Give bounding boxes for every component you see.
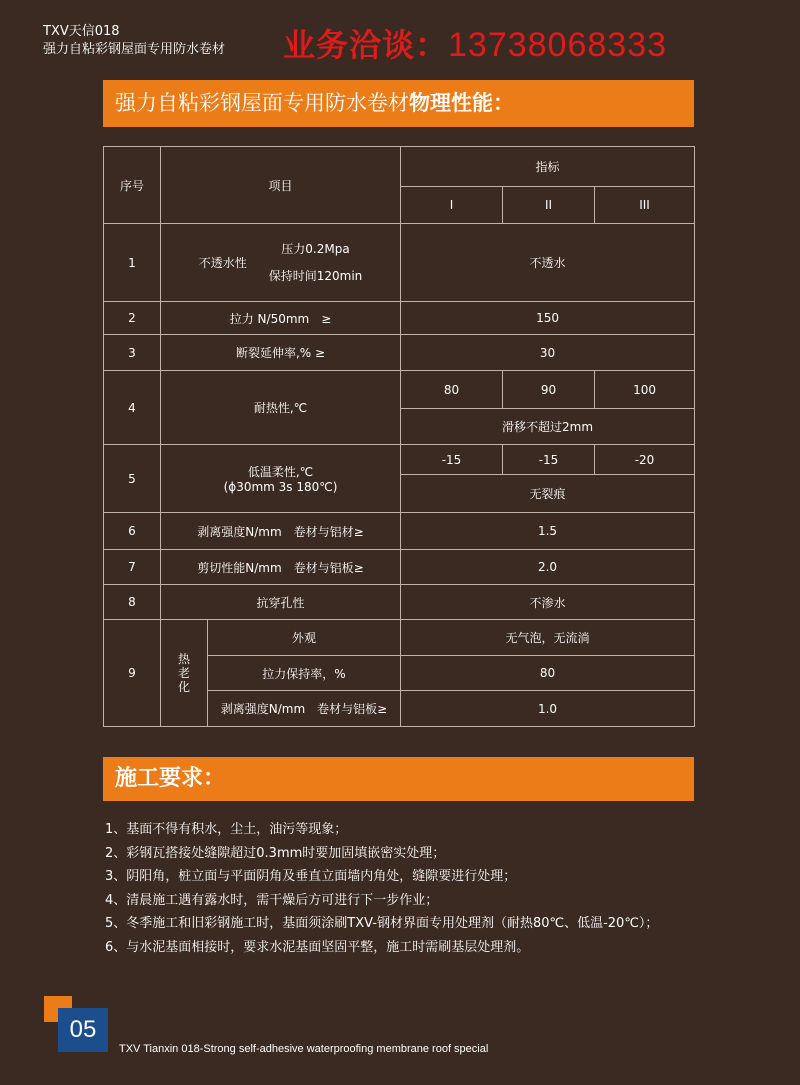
table-row bbox=[104, 550, 695, 585]
row-value: 滑移不超过2mm bbox=[401, 409, 695, 445]
row-item: 断裂延伸率,% ≥ bbox=[161, 335, 401, 371]
row-value: 2.0 bbox=[401, 550, 695, 585]
list-item: 3、阴阳角，桩立面与平面阴角及垂直立面墙内角处，缝隙要进行处理； bbox=[105, 869, 517, 885]
row-item: 抗穿孔性 bbox=[161, 585, 401, 620]
grade-value: 80 bbox=[401, 371, 503, 409]
business-contact bbox=[283, 26, 667, 64]
row-item-conditions bbox=[269, 236, 363, 290]
header-grade: II bbox=[503, 187, 595, 224]
table-row bbox=[104, 302, 695, 335]
row-item bbox=[161, 224, 401, 302]
row-item: 耐热性,℃ bbox=[161, 371, 401, 445]
list-item: 1、基面不得有积水，尘土，油污等现象； bbox=[105, 822, 348, 837]
table-row bbox=[104, 513, 695, 550]
row-value: 1.0 bbox=[401, 691, 695, 727]
list-item: 4、清晨施工遇有露水时，需干燥后方可进行下一步作业； bbox=[105, 892, 439, 908]
row-index: 9 bbox=[104, 620, 161, 727]
row-index: 1 bbox=[104, 224, 161, 302]
row-item bbox=[161, 445, 401, 513]
page-number: 05 bbox=[58, 1008, 108, 1052]
header-grade: I bbox=[401, 187, 503, 224]
banner-title-emphasis: 物理性能： bbox=[409, 91, 514, 115]
group-char: 热 bbox=[177, 652, 190, 666]
grade-value: -20 bbox=[595, 445, 695, 475]
grade-value: 100 bbox=[595, 371, 695, 409]
group-char: 老 bbox=[177, 666, 190, 680]
row-item: 外观 bbox=[208, 620, 401, 656]
row-item: 剥离强度N/mm 卷材与铝材≥ bbox=[161, 513, 401, 550]
row-value: 不渗水 bbox=[401, 585, 695, 620]
properties-table bbox=[103, 146, 695, 727]
grade-value: -15 bbox=[503, 445, 595, 475]
row-item: 拉力保持率，% bbox=[208, 656, 401, 691]
footer-text: TXV Tianxin 018-Strong self-adhesive waterproofing membrane roof special bbox=[119, 1043, 489, 1055]
table-row bbox=[104, 224, 695, 302]
list-item: 5、冬季施工和旧彩钢施工时，基面须涂刷TXV-钢材界面专用处理剂（耐热80℃、低温-20℃）； bbox=[105, 916, 659, 932]
row-group-label bbox=[161, 620, 208, 727]
product-subtitle: 强力自粘彩钢屋面专用防水卷材 bbox=[43, 42, 226, 57]
row-value: 30 bbox=[401, 335, 695, 371]
header-item: 项目 bbox=[161, 147, 401, 224]
row-value: 无气泡，无流淌 bbox=[401, 620, 695, 656]
row-value: 1.5 bbox=[401, 513, 695, 550]
row-index: 2 bbox=[104, 302, 161, 335]
contact-phone: 13738068333 bbox=[448, 26, 668, 64]
row-item-label: 低温柔性,℃ bbox=[247, 465, 314, 479]
contact-label: 业务洽谈： bbox=[283, 26, 449, 64]
header-indicator: 指标 bbox=[401, 147, 695, 187]
row-index: 6 bbox=[104, 513, 161, 550]
header-index: 序号 bbox=[104, 147, 161, 224]
table-row bbox=[104, 620, 695, 656]
table-row bbox=[104, 371, 695, 409]
requirements-list bbox=[105, 818, 658, 960]
row-value: 不透水 bbox=[401, 224, 695, 302]
row-index: 3 bbox=[104, 335, 161, 371]
header-grade: III bbox=[595, 187, 695, 224]
row-item-label: 不透水性 bbox=[198, 256, 247, 270]
row-index: 5 bbox=[104, 445, 161, 513]
row-index: 4 bbox=[104, 371, 161, 445]
row-item: 剪切性能N/mm 卷材与铝板≥ bbox=[161, 550, 401, 585]
row-index: 8 bbox=[104, 585, 161, 620]
construction-requirements-banner: 施工要求： bbox=[103, 757, 694, 801]
grade-value: -15 bbox=[401, 445, 503, 475]
list-item: 6、与水泥基面相接时，要求水泥基面坚固平整，施工时需刷基层处理剂。 bbox=[105, 939, 530, 955]
brand-name: TXV天信018 bbox=[43, 24, 120, 39]
row-value: 无裂痕 bbox=[401, 475, 695, 513]
row-value: 150 bbox=[401, 302, 695, 335]
table-row bbox=[104, 585, 695, 620]
banner-title: 强力自粘彩钢屋面专用防水卷材 bbox=[115, 91, 409, 115]
condition-pressure: 压力0.2Mpa bbox=[281, 241, 350, 256]
table-header-row bbox=[104, 147, 695, 187]
list-item: 2、彩钢瓦搭接处缝隙超过0.3mm时要加固填嵌密实处理； bbox=[105, 845, 446, 861]
row-item: 拉力 N/50mm ≥ bbox=[161, 302, 401, 335]
group-char: 化 bbox=[177, 680, 190, 694]
physical-properties-banner bbox=[103, 80, 694, 127]
table-row bbox=[104, 445, 695, 475]
condition-time: 保持时间120min bbox=[268, 268, 363, 283]
grade-value: 90 bbox=[503, 371, 595, 409]
row-index: 7 bbox=[104, 550, 161, 585]
row-item: 剥离强度N/mm 卷材与铝板≥ bbox=[208, 691, 401, 727]
row-value: 80 bbox=[401, 656, 695, 691]
row-item-condition: (ϕ30mm 3s 180℃) bbox=[223, 480, 338, 494]
table-row bbox=[104, 335, 695, 371]
